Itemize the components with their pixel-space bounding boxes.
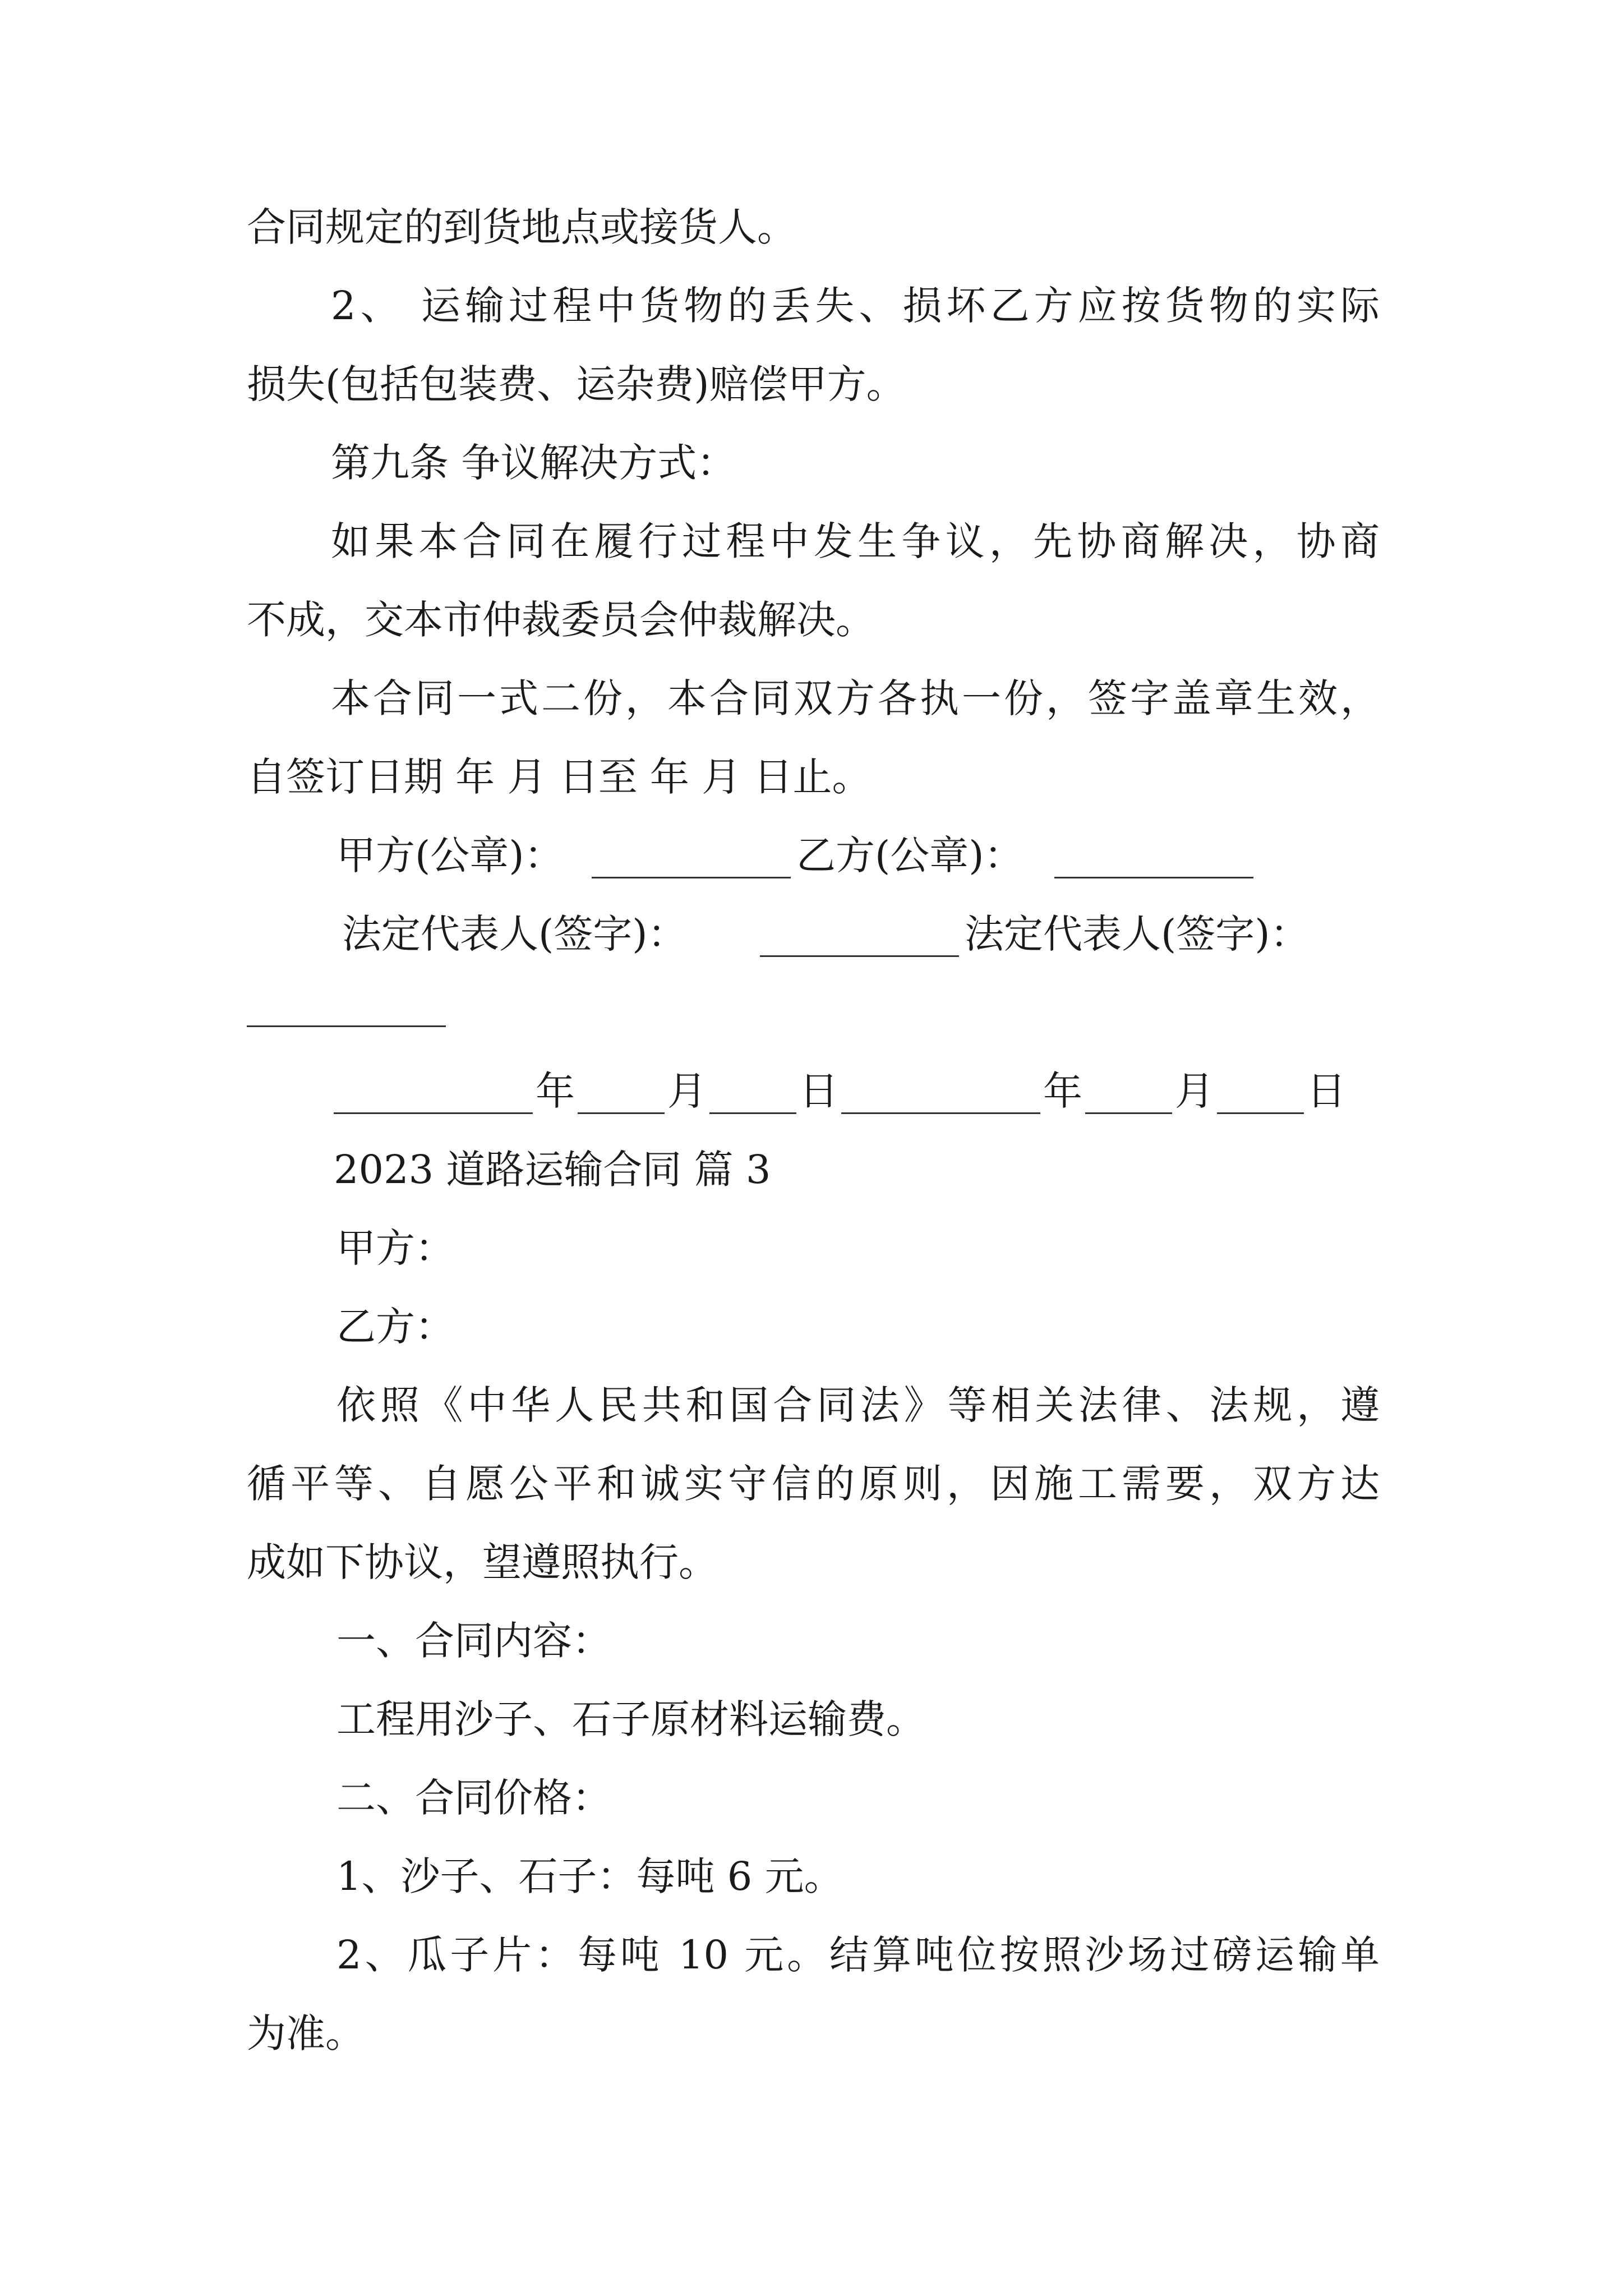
date-a-month-blank bbox=[578, 1112, 665, 1114]
paragraph-line: 循平等、自愿公平和诚实守信的原则，因施工需要，双方达 bbox=[247, 1461, 1380, 1507]
party-a-label: 甲方： bbox=[336, 1225, 454, 1271]
paragraph-line: 损失(包括包装费、运杂费)赔偿甲方。 bbox=[247, 361, 906, 407]
date-b-year: 年 bbox=[1043, 1068, 1082, 1114]
section-heading: 一、合同内容： bbox=[336, 1618, 611, 1664]
paragraph-line: 成如下协议，望遵照执行。 bbox=[247, 1539, 718, 1585]
paragraph-line: 工程用沙子、石子原材料运输费。 bbox=[336, 1696, 925, 1742]
party-b-label: 乙方： bbox=[336, 1304, 454, 1350]
rep-b-blank bbox=[247, 1025, 446, 1027]
date-b-day: 日 bbox=[1307, 1068, 1346, 1114]
date-a-day: 日 bbox=[799, 1068, 838, 1114]
rep-b-label: 法定代表人(签字)： bbox=[965, 911, 1310, 957]
date-a-year-blank bbox=[334, 1112, 533, 1114]
date-b-month: 月 bbox=[1175, 1068, 1214, 1114]
rep-a-label: 法定代表人(签字)： bbox=[342, 911, 687, 957]
date-b-year-blank bbox=[841, 1112, 1040, 1114]
section-heading: 二、合同价格： bbox=[336, 1775, 611, 1821]
paragraph-line: 2、 运输过程中货物的丢失、损坏乙方应按货物的实际 bbox=[331, 283, 1380, 329]
party-b-seal-label: 乙方(公章)： bbox=[796, 832, 1023, 878]
paragraph-line: 依照《中华人民共和国合同法》等相关法律、法规，遵 bbox=[336, 1382, 1380, 1428]
paragraph-line: 合同规定的到货地点或接货人。 bbox=[247, 204, 796, 250]
rep-a-blank bbox=[760, 955, 959, 957]
party-a-seal-label: 甲方(公章)： bbox=[336, 832, 564, 878]
section-heading: 第九条 争议解决方式： bbox=[331, 440, 736, 486]
party-b-seal-blank bbox=[1054, 877, 1253, 878]
date-b-day-blank bbox=[1217, 1112, 1304, 1114]
paragraph-line: 自签订日期 年 月 日至 年 月 日止。 bbox=[247, 754, 872, 800]
date-a-day-blank bbox=[709, 1112, 796, 1114]
paragraph-line: 本合同一式二份，本合同双方各执一份，签字盖章生效， bbox=[331, 675, 1380, 721]
paragraph-line: 为准。 bbox=[247, 2010, 365, 2056]
party-a-seal-blank bbox=[592, 877, 791, 878]
date-b-month-blank bbox=[1085, 1112, 1172, 1114]
paragraph-line: 如果本合同在履行过程中发生争议，先协商解决，协商 bbox=[331, 518, 1380, 564]
paragraph-line: 2、瓜子片：每吨 10 元。结算吨位按照沙场过磅运输单 bbox=[336, 1932, 1380, 1978]
date-a-year: 年 bbox=[536, 1068, 575, 1114]
paragraph-line: 不成，交本市仲裁委员会仲裁解决。 bbox=[247, 597, 875, 643]
date-a-month: 月 bbox=[667, 1068, 707, 1114]
paragraph-line: 1、沙子、石子：每吨 6 元。 bbox=[336, 1853, 843, 1899]
section-title: 2023 道路运输合同 篇 3 bbox=[334, 1147, 771, 1193]
